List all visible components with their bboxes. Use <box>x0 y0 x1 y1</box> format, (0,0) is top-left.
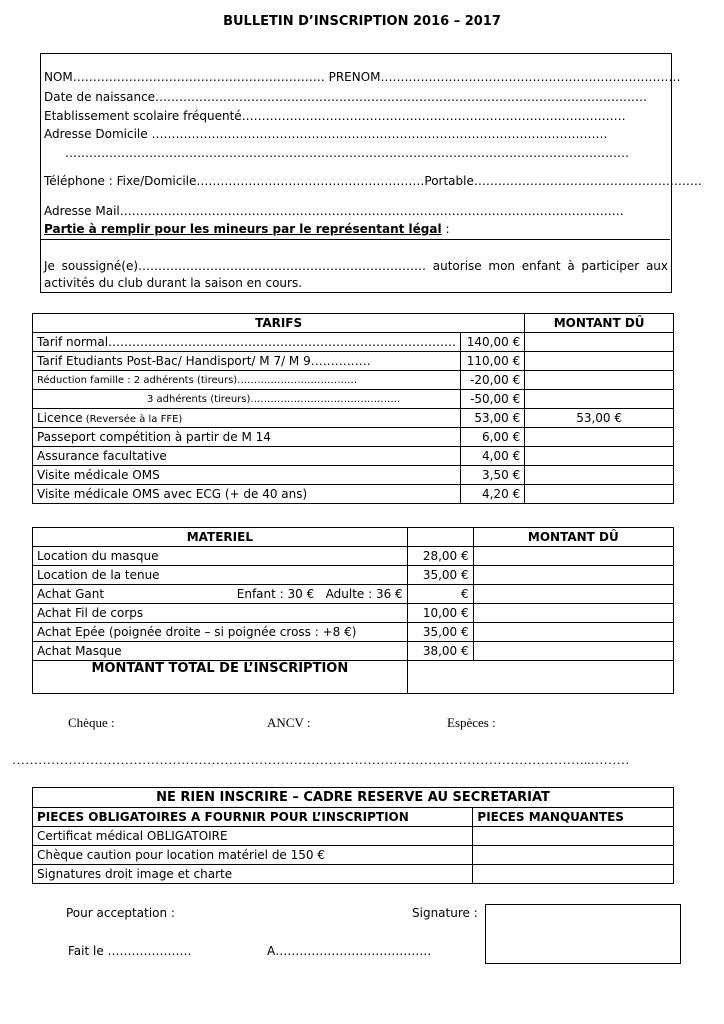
tarif-label: Licence <box>37 411 83 425</box>
table-row <box>33 352 674 371</box>
total-row <box>33 661 674 694</box>
soussigne-line2: activités du club durant la saison en cours. <box>44 276 303 290</box>
montant-du-cell[interactable] <box>525 352 674 371</box>
materiel-header-spacer <box>407 528 473 547</box>
tarif-label: Passeport compétition à partir de M 14 <box>33 428 461 447</box>
materiel-price: 35,00 € <box>407 566 473 585</box>
materiel-price: 10,00 € <box>407 604 473 623</box>
montant-du-cell[interactable] <box>473 623 673 642</box>
lieu-field[interactable]: A………………………………… <box>267 944 432 958</box>
fait-le-field[interactable]: Fait le ………………… <box>68 944 192 958</box>
soussigne-field[interactable]: Je soussigné(e)……………………………………………………………… autorise mon enfant à participer aux <box>44 259 668 273</box>
secretariat-title: NE RIEN INSCRIRE – CADRE RESERVE AU SECRETARIAT <box>33 788 674 808</box>
tarif-label-note: (Reversée à la FFE) <box>82 414 183 425</box>
mail-field[interactable]: Adresse Mail……………………………………………………………………………………………………………… <box>44 204 624 218</box>
montant-total-label: MONTANT TOTAL DE L’INSCRIPTION <box>33 661 408 694</box>
etablissement-field[interactable]: Etablissement scolaire fréquenté…………………………………………………………………………………… <box>44 109 626 123</box>
table-row <box>33 428 674 447</box>
tarif-price: 140,00 € <box>461 333 525 352</box>
table-row <box>33 566 674 585</box>
page-title: BULLETIN D’INSCRIPTION 2016 – 2017 <box>223 14 501 29</box>
materiel-price: € <box>407 585 473 604</box>
piece-label: Certificat médical OBLIGATOIRE <box>33 827 473 846</box>
montant-du-cell[interactable] <box>473 604 673 623</box>
telephone-field[interactable]: Téléphone : Fixe/Domicile…………………………………………………Portable………………………………………………… <box>44 174 702 188</box>
montant-du-header: MONTANT DÛ <box>473 528 673 547</box>
adresse-line2-field[interactable]: …………………………………………………………………………………………………………………………… <box>65 146 629 160</box>
table-row <box>33 390 674 409</box>
cut-separator: ……………………………………………………………………………………………………………………..……… <box>12 752 630 767</box>
tarif-label: Visite médicale OMS avec ECG (+ de 40 ans) <box>33 485 461 504</box>
tarif-label: Assurance facultative <box>33 447 461 466</box>
table-row <box>33 447 674 466</box>
tarif-price: 4,20 € <box>461 485 525 504</box>
gant-price-options: Enfant : 30 € Adulte : 36 € <box>236 587 403 601</box>
montant-du-cell[interactable] <box>525 485 674 504</box>
table-row <box>33 642 674 661</box>
acceptation-label: Pour acceptation : <box>66 906 175 920</box>
secretariat-header-row <box>33 808 674 827</box>
nom-prenom-field[interactable]: NOM……………………………………………………… PRENOM………………………………………………………………… <box>44 70 681 84</box>
table-row <box>33 466 674 485</box>
montant-du-cell[interactable] <box>525 371 674 390</box>
materiel-label-cell <box>33 585 408 604</box>
montant-du-cell[interactable] <box>525 390 674 409</box>
materiel-table <box>32 527 674 694</box>
montant-du-cell[interactable] <box>525 447 674 466</box>
piece-label: Chèque caution pour location matériel de 150 € <box>33 846 473 865</box>
materiel-header: MATERIEL <box>33 528 408 547</box>
tarif-price: 110,00 € <box>461 352 525 371</box>
pieces-obligatoires-header: PIECES OBLIGATOIRES A FOURNIR POUR L’INSCRIPTION <box>33 808 473 827</box>
piece-manquante-cell[interactable] <box>473 865 674 884</box>
tarif-price: -50,00 € <box>461 390 525 409</box>
pieces-manquantes-header: PIECES MANQUANTES <box>473 808 674 827</box>
montant-du-cell[interactable] <box>473 566 673 585</box>
table-row <box>33 333 674 352</box>
tarif-price: 4,00 € <box>461 447 525 466</box>
piece-label: Signatures droit image et charte <box>33 865 473 884</box>
montant-du-cell[interactable] <box>525 333 674 352</box>
ancv-label: ANCV : <box>267 715 311 730</box>
table-row <box>33 547 674 566</box>
montant-du-cell[interactable] <box>473 547 673 566</box>
tarif-price: -20,00 € <box>461 371 525 390</box>
montant-du-cell[interactable] <box>525 428 674 447</box>
tarifs-header: TARIFS <box>33 314 525 333</box>
table-row <box>33 604 674 623</box>
tarif-label: Tarif Etudiants Post-Bac/ Handisport/ M 7/ M 9…………… <box>33 352 461 371</box>
table-row <box>33 409 674 428</box>
mineurs-label: Partie à remplir pour les mineurs par le représentant légal <box>44 222 442 236</box>
materiel-label: Achat Fil de corps <box>33 604 408 623</box>
tarif-price: 3,50 € <box>461 466 525 485</box>
materiel-label: Achat Gant <box>37 587 105 601</box>
tarif-label: Tarif normal…………………………………………………………………………… <box>33 333 461 352</box>
materiel-price: 28,00 € <box>407 547 473 566</box>
signature-box[interactable] <box>485 904 681 964</box>
materiel-price: 35,00 € <box>407 623 473 642</box>
identity-divider <box>41 239 670 240</box>
date-naissance-field[interactable]: Date de naissance…………………………………………………………………………………………………………… <box>44 90 648 104</box>
secretariat-table <box>32 787 674 884</box>
table-row <box>33 371 674 390</box>
tarif-label: Visite médicale OMS <box>33 466 461 485</box>
secretariat-title-row <box>33 788 674 808</box>
table-row <box>33 865 674 884</box>
montant-du-cell[interactable] <box>473 585 673 604</box>
table-row <box>33 585 674 604</box>
table-row <box>33 623 674 642</box>
especes-label: Espèces : <box>447 715 496 730</box>
materiel-label: Achat Epée (poignée droite – si poignée cross : +8 €) <box>33 623 408 642</box>
materiel-label: Achat Masque <box>33 642 408 661</box>
materiel-price: 38,00 € <box>407 642 473 661</box>
cheque-label: Chèque : <box>68 715 115 730</box>
table-row <box>33 846 674 865</box>
piece-manquante-cell[interactable] <box>473 827 674 846</box>
materiel-label: Location du masque <box>33 547 408 566</box>
montant-du-header: MONTANT DÛ <box>525 314 674 333</box>
tarif-price: 53,00 € <box>461 409 525 428</box>
montant-du-cell[interactable] <box>525 466 674 485</box>
table-row <box>33 485 674 504</box>
identity-box <box>40 53 702 293</box>
materiel-header-row <box>33 528 674 547</box>
mineurs-heading <box>44 222 449 236</box>
tarif-price: 6,00 € <box>461 428 525 447</box>
adresse-field[interactable]: Adresse Domicile …………………………………………………………………………………………………… <box>44 127 608 141</box>
materiel-label: Location de la tenue <box>33 566 408 585</box>
tarifs-header-row <box>33 314 674 333</box>
tarif-label: Réduction famille : 2 adhérents (tireurs)……………………………… <box>33 371 461 390</box>
montant-total-cell[interactable] <box>407 661 673 694</box>
tarifs-table <box>32 313 674 504</box>
piece-manquante-cell[interactable] <box>473 846 674 865</box>
signature-label: Signature : <box>412 906 478 920</box>
table-row <box>33 827 674 846</box>
tarif-label-cell <box>33 409 461 428</box>
mineurs-suffix: : <box>441 222 450 236</box>
montant-du-cell[interactable] <box>473 642 673 661</box>
montant-du-cell[interactable]: 53,00 € <box>525 409 674 428</box>
tarif-label: 3 adhérents (tireurs)……………………………………… <box>33 390 461 409</box>
